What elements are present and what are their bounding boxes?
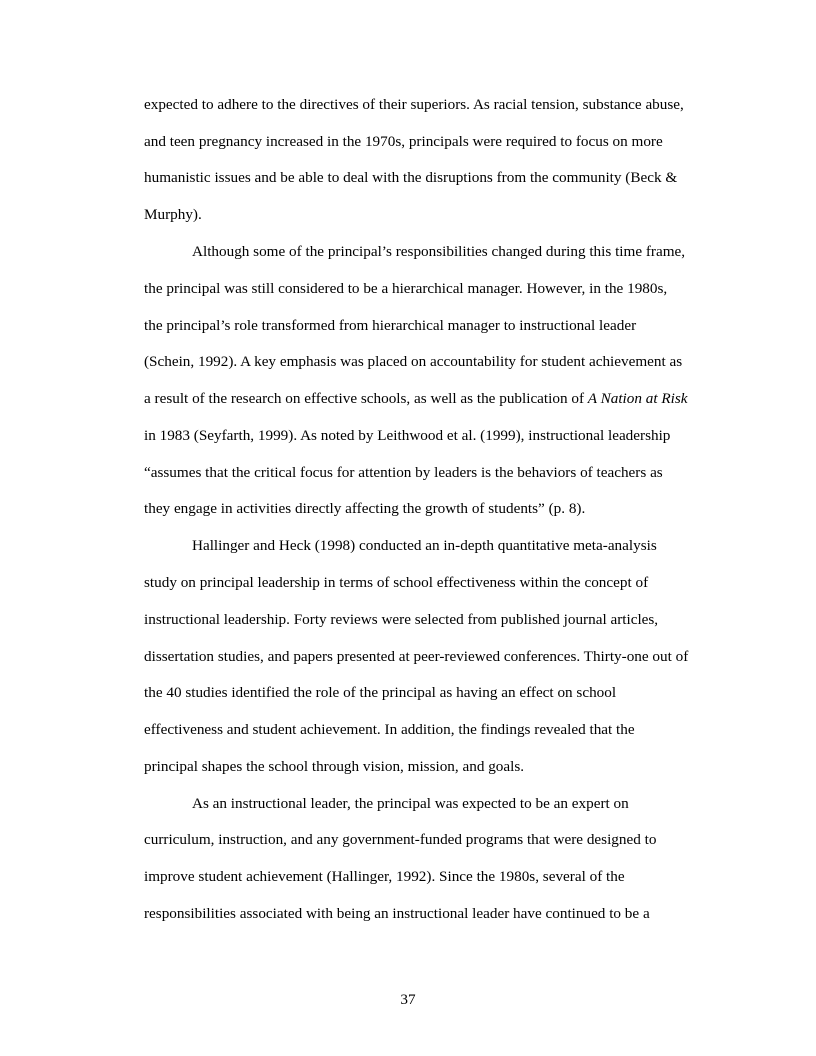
text-line-13: Hallinger and Heck (1998) conducted an in-depth quantitative meta-analysis (192, 537, 657, 554)
text-line-16: dissertation studies, and papers presented at peer-reviewed conferences. Thirty-one out of (144, 648, 689, 665)
text-line-11: “assumes that the critical focus for attention by leaders is the behaviors of teachers as (144, 464, 663, 481)
text-line-4: Murphy). (144, 206, 202, 223)
text-line-10: in 1983 (Seyfarth, 1999). As noted by Leithwood et al. (1999), instructional leadership (144, 427, 671, 444)
text-line-18: effectiveness and student achievement. In addition, the findings revealed that the (144, 721, 635, 738)
text-line-2: and teen pregnancy increased in the 1970s, principals were required to focus on more (144, 133, 663, 150)
text-line-12: they engage in activities directly affecting the growth of students” (p. 8). (144, 500, 586, 517)
text-line-7: the principal’s role transformed from hierarchical manager to instructional leader (144, 317, 637, 334)
text-line-15: instructional leadership. Forty reviews were selected from published journal articles, (144, 611, 659, 628)
text-line-17: the 40 studies identified the role of the principal as having an effect on school (144, 684, 617, 701)
text-line-9-roman: a result of the research on effective schools, as well as the publication of (144, 390, 588, 407)
text-line-22: improve student achievement (Hallinger, 1992). Since the 1980s, several of the (144, 868, 625, 885)
book-title-italic: A Nation at Risk (587, 390, 688, 407)
text-line-20: As an instructional leader, the principal was expected to be an expert on (192, 795, 629, 812)
text-line-1: expected to adhere to the directives of their superiors. As racial tension, substance abuse, (144, 96, 684, 113)
text-line-9 (144, 389, 724, 409)
text-line-5: Although some of the principal’s responsibilities changed during this time frame, (192, 243, 686, 260)
text-line-14: study on principal leadership in terms of school effectiveness within the concept of (144, 574, 649, 591)
text-line-21: curriculum, instruction, and any government-funded programs that were designed to (144, 831, 657, 848)
text-line-3: humanistic issues and be able to deal with the disruptions from the community (Beck & (144, 169, 678, 186)
text-line-23: responsibilities associated with being an instructional leader have continued to be a (144, 905, 650, 922)
text-line-8: (Schein, 1992). A key emphasis was placed on accountability for student achievement as (144, 353, 683, 370)
text-line-19: principal shapes the school through vision, mission, and goals. (144, 758, 525, 775)
text-line-6: the principal was still considered to be a hierarchical manager. However, in the 1980s, (144, 280, 668, 297)
page-number: 37 (400, 991, 416, 1008)
